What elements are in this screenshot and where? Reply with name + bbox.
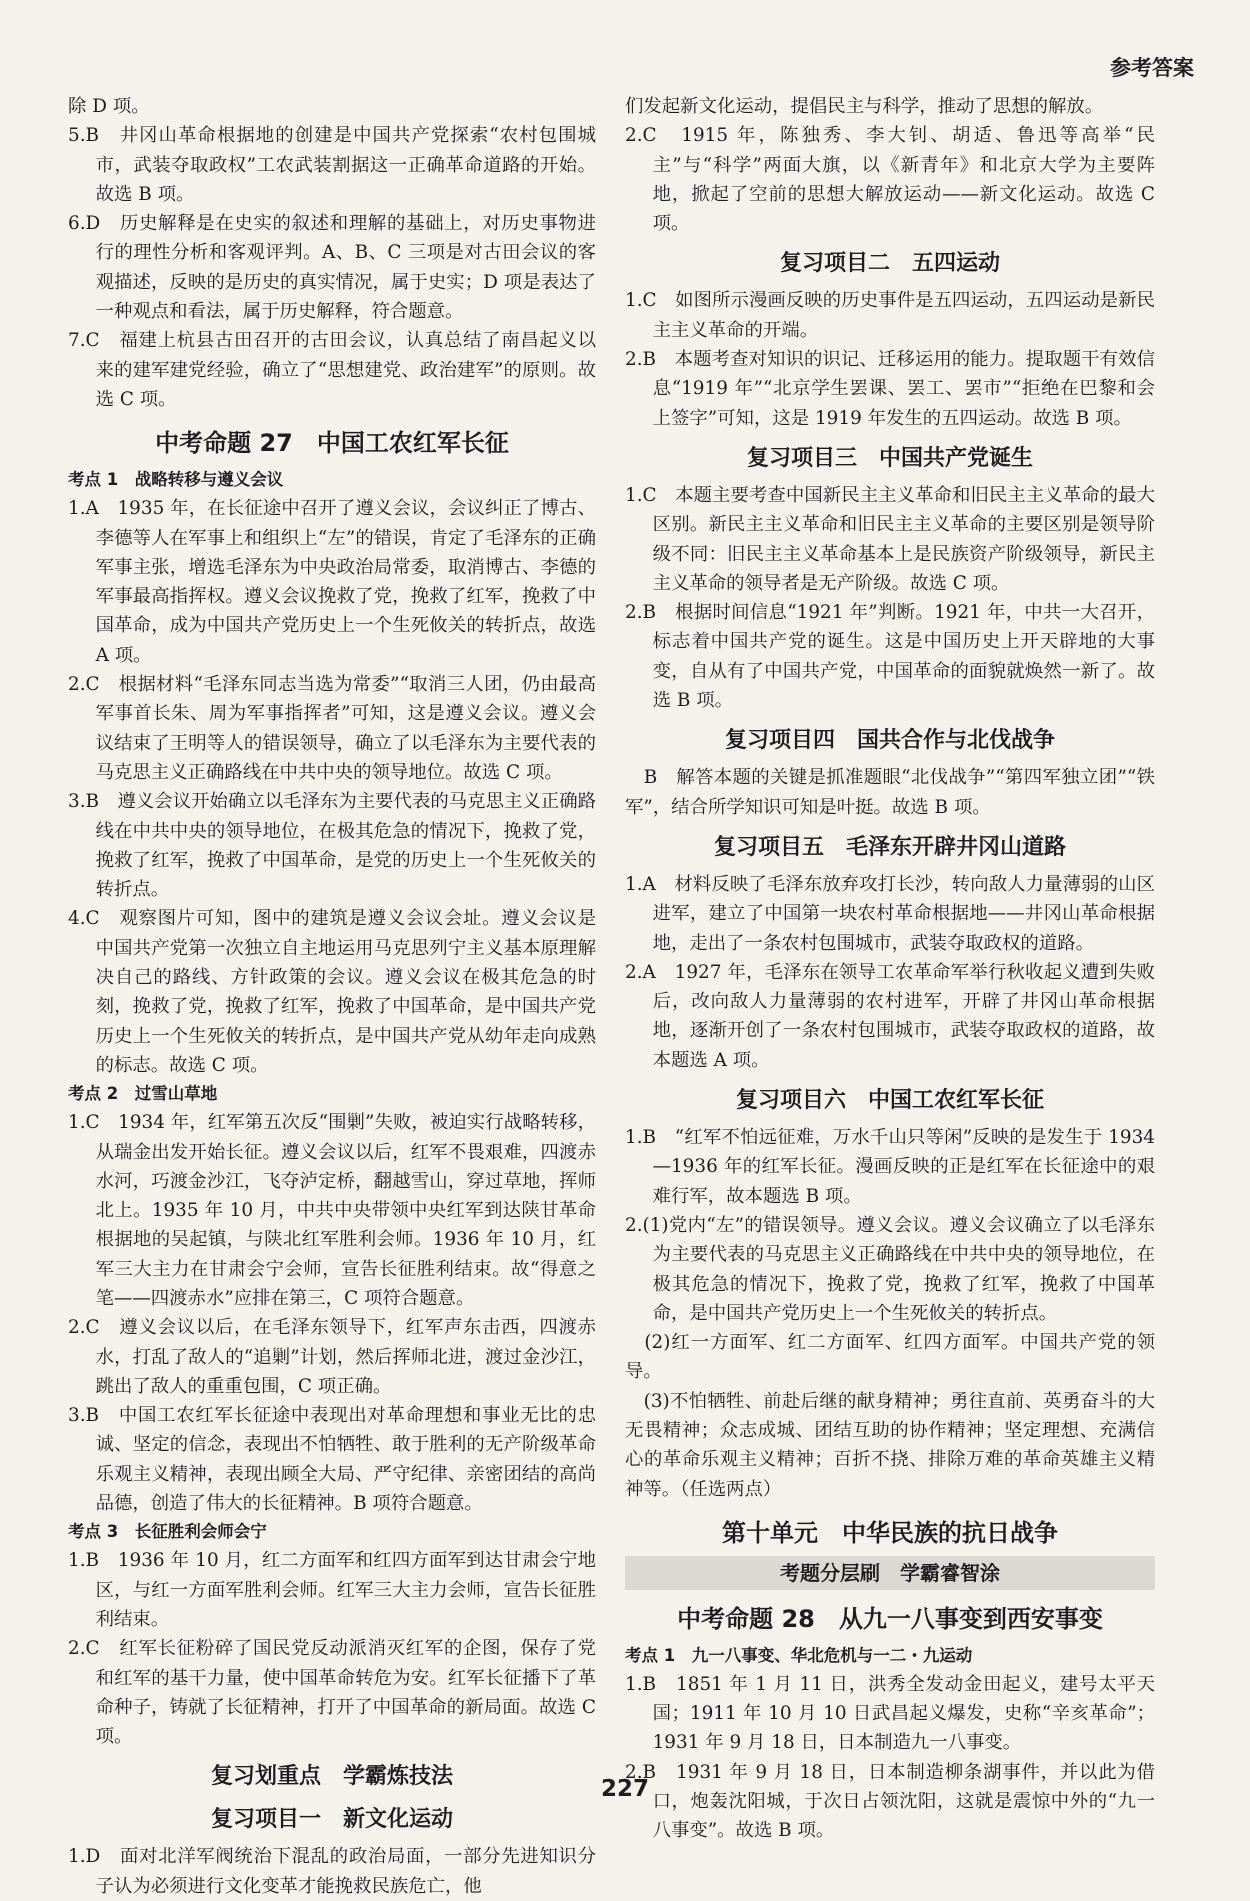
section-heading: 复习项目六 中国工农红军长征 (735, 1088, 1044, 1114)
answer-paragraph: 2.B 1931 年 9 月 18 日，日本制造柳条湖事件，并以此为借口，炮轰沈阳城，于次日占领沈阳，这就是震惊中外的“九一八事变”。故选 B 项。 (625, 1761, 1155, 1842)
answer-paragraph: (2)红一方面军、红二方面军、红四方面军。中国共产党的领导。 (625, 1332, 1155, 1383)
answer-paragraph: 3.B 遵义会议开始确立以毛泽东为主要代表的马克思主义正确路线在中共中央的领导地位，在极其危急的情况下，挽救了党，挽救了红军，挽救了中国革命，是党的历史上一个生死攸关的转折点。 (68, 791, 596, 901)
answer-paragraph: 1.C 本题主要考查中国新民主主义革命和旧民主主义革命的最大区别。新民主主义革命和旧民主主义革命的主要区别是领导阶级不同：旧民主主义革命基本上是民族资产阶级领导，新民主主义革命的领导者是无产阶级。故选 C 项。 (625, 484, 1155, 594)
answer-paragraph: 1.B 1936 年 10 月，红二方面军和红四方面军到达甘肃会宁地区，与红一方面军胜利会师。红军三大主力会师，宣告长征胜利结束。 (68, 1550, 596, 1630)
subsection-heading: 考点 2 过雪山草地 (68, 1084, 218, 1104)
answer-paragraph: 1.C 如图所示漫画反映的历史事件是五四运动，五四运动是新民主主义革命的开端。 (625, 290, 1155, 341)
section-heading: 复习项目五 毛泽东开辟井冈山道路 (713, 834, 1066, 860)
answer-paragraph: 2.C 遵义会议以后，在毛泽东领导下，红军声东击西，四渡赤水，打乱了敌人的“追剿”计划，然后挥师北进，渡过金沙江，跳出了敌人的重重包围，C 项正确。 (68, 1317, 596, 1397)
answer-paragraph: (3)不怕牺牲、前赴后继的献身精神；勇往直前、英勇奋斗的大无畏精神；众志成城、团结互助的协作精神；坚定理想、充满信心的革命乐观主义精神；百折不挠、排除万难的革命英雄主义精神等。（任选两点） (625, 1390, 1155, 1500)
section-heading: 第十单元 中华民族的抗日战争 (722, 1518, 1058, 1547)
answer-paragraph: 2.(1)党内“左”的错误领导。遵义会议。遵义会议确立了以毛泽东为主要代表的马克思主义正确路线在中共中央的领导地位，在极其危急的情况下，挽救了党，挽救了红军，挽救了中国革命，是中国共产党历史上一个生死攸关的转折点。 (625, 1214, 1155, 1324)
answer-paragraph: B 解答本题的关键是抓准题眼“北伐战争”“第四军独立团”“铁军”，结合所学知识可知是叶挺。故选 B 项。 (625, 767, 1155, 818)
answer-paragraph: 2.B 本题考查对知识的识记、迁移运用的能力。提取题干有效信息“1919 年”“北京学生罢课、罢工、罢市”“拒绝在巴黎和会上签字”可知，这是 1919 年发生的五四运动。故选 B 项。 (625, 349, 1155, 429)
answer-paragraph: 1.D 面对北洋军阀统治下混乱的政治局面，一部分先进知识分子认为必须进行文化变革才能挽救民族危亡，他 (68, 1846, 596, 1897)
answer-paragraph: 5.B 井冈山革命根据地的创建是中国共产党探索“农村包围城市，武装夺取政权”工农武装割据这一正确革命道路的开始。故选 B 项。 (68, 125, 596, 205)
answer-paragraph: 2.C 红军长征粉碎了国民党反动派消灭红军的企图，保存了党和红军的基干力量，使中国革命转危为安。红军长征播下了革命种子，铸就了长征精神，打开了中国革命的新局面。故选 C 项。 (68, 1638, 596, 1748)
answer-paragraph: 1.B “红军不怕远征难，万水千山只等闲”反映的是发生于 1934—1936 年的红军长征。漫画反映的正是红军在长征途中的艰难行军，故本题选 B 项。 (625, 1127, 1155, 1207)
section-heading: 中考命题 28 从九一八事变到西安事变 (677, 1604, 1103, 1633)
answer-paragraph: 7.C 福建上杭县古田召开的古田会议，认真总结了南昌起义以来的建军建党经验，确立了“思想建党、政治建军”的原则。故选 C 项。 (68, 330, 596, 410)
section-heading: 中考命题 27 中国工农红军长征 (155, 429, 509, 458)
right-column (625, 92, 1155, 1846)
subsection-heading: 考点 3 长征胜利会师会宁 (68, 1522, 267, 1542)
section-header-tag: 参考答案 (1110, 56, 1194, 80)
answer-paragraph: 2.C 1915 年，陈独秀、李大钊、胡适、鲁迅等高举“民主”与“科学”两面大旗，以《新青年》和北京大学为主要阵地，掀起了空前的思想大解放运动——新文化运动。故选 C 项。 (625, 125, 1155, 235)
answer-paragraph: 2.B 根据时间信息“1921 年”判断。1921 年，中共一大召开，标志着中国共产党的诞生。这是中国历史上开天辟地的大事变，自从有了中国共产党，中国革命的面貌就焕然一新了。故选 B 项。 (625, 602, 1155, 712)
section-heading: 复习划重点 学霸炼技法 (210, 1764, 453, 1790)
answer-paragraph: 6.D 历史解释是在史实的叙述和理解的基础上，对历史事物进行的理性分析和客观评判。A、B、C 三项是对古田会议的客观描述，反映的是历史的真实情况，属于史实；D 项是表达了一种观点和看法，属于历史解释，符合题意。 (68, 213, 596, 323)
subsection-heading: 考点 1 战略转移与遵义会议 (68, 470, 284, 490)
answer-paragraph: 除 D 项。 (68, 96, 150, 117)
answer-paragraph: 3.B 中国工农红军长征途中表现出对革命理想和事业无比的忠诚、坚定的信念，表现出不怕牺牲、敢于胜利的无产阶级革命乐观主义精神，表现出顾全大局、严守纪律、亲密团结的高尚品德，创造了伟大的长征精神。B 项符合题意。 (68, 1405, 596, 1515)
answer-paragraph: 1.C 1934 年，红军第五次反“围剿”失败，被迫实行战略转移，从瑞金出发开始长征。遵义会议以后，红军不畏艰难，四渡赤水河，巧渡金沙江，飞夺泸定桥，翻越雪山，穿过草地，挥师北上。1935 年 10 月，中共中央带领中央红军到达陕甘革命根据地的吴起镇，与陕北红军胜利会师。1936 年 10 月，红军三大主力在甘肃会宁会师，宣告长征胜利结束。故“得意之笔——四渡赤水”应排在第三，C 项符合题意。 (68, 1112, 596, 1309)
banner-heading: 考题分层刷 学霸睿智涂 (625, 1556, 1155, 1590)
section-heading: 复习项目一 新文化运动 (210, 1807, 453, 1833)
subsection-heading: 考点 1 九一八事变、华北危机与一二・九运动 (625, 1645, 973, 1665)
section-heading: 复习项目四 国共合作与北伐战争 (724, 728, 1055, 754)
answer-paragraph: 4.C 观察图片可知，图中的建筑是遵义会议会址。遵义会议是中国共产党第一次独立自主地运用马克思列宁主义基本原理解决自己的路线、方针政策的会议。遵义会议在极其危急的时刻，挽救了党，挽救了红军，挽救了中国革命，是中国共产党历史上一个生死攸关的转折点，是中国共产党从幼年走向成熟的标志。故选 C 项。 (68, 908, 596, 1076)
answer-paragraph: 1.B 1851 年 1 月 11 日，洪秀全发动金田起义，建号太平天国；1911 年 10 月 10 日武昌起义爆发，史称“辛亥革命”；1931 年 9 月 18 日，日本制造九一八事变。 (625, 1673, 1155, 1754)
answer-paragraph: 2.A 1927 年，毛泽东在领导工农革命军举行秋收起义遭到失败后，改向敌人力量薄弱的农村进军，开辟了井冈山革命根据地，逐渐开创了一条农村包围城市，武装夺取政权的道路，故本题选 A 项。 (625, 961, 1155, 1071)
answer-paragraph: 2.C 根据材料“毛泽东同志当选为常委”“取消三人团，仍由最高军事首长朱、周为军事指挥者”可知，这是遵义会议。遵义会议结束了王明等人的错误领导，确立了以毛泽东为主要代表的马克思主义正确路线在中共中央的领导地位。故选 C 项。 (68, 674, 596, 783)
left-column (68, 92, 596, 1901)
section-heading: 复习项目三 中国共产党诞生 (746, 445, 1033, 471)
answer-paragraph: 1.A 材料反映了毛泽东放弃攻打长沙，转向敌人力量薄弱的山区进军，建立了中国第一块农村革命根据地——井冈山革命根据地，走出了一条农村包围城市，武装夺取政权的道路。 (625, 873, 1155, 954)
section-heading: 复习项目二 五四运动 (779, 251, 1000, 277)
answer-paragraph: 1.A 1935 年，在长征途中召开了遵义会议，会议纠正了博古、李德等人在军事上和组织上“左”的错误，肯定了毛泽东的正确军事主张，增选毛泽东为中央政治局常委，取消博古、李德的军事最高指挥权。遵义会议挽救了党，挽救了红军，挽救了中国革命，成为中国共产党历史上一个生死攸关的转折点，故选 A 项。 (68, 498, 596, 666)
page-number: 227 (600, 1776, 649, 1802)
answer-paragraph: 们发起新文化运动，提倡民主与科学，推动了思想的解放。 (625, 96, 1104, 117)
